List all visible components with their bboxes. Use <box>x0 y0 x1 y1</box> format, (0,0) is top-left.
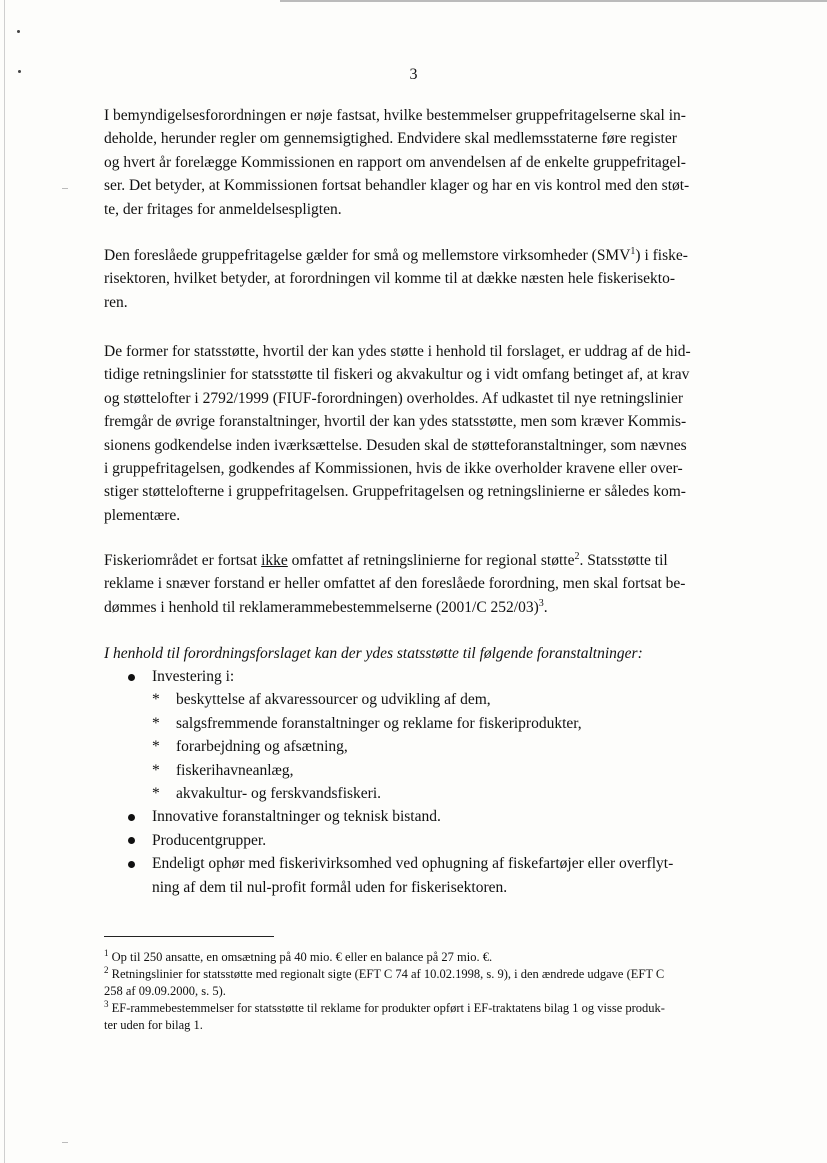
scan-mark <box>62 1142 68 1143</box>
footnote-separator <box>104 936 274 937</box>
footnote-number: 2 <box>104 965 109 975</box>
text-line: De former for statsstøtte, hvortil der kan ydes støtte i henhold til forslaget, er uddrag af de hid- <box>104 343 691 360</box>
text-line: I henhold til forordningsforslaget kan der ydes statsstøtte til følgende foranstaltninger: <box>104 645 643 662</box>
asterisk-icon: * <box>152 691 160 709</box>
text-line: tidige retningslinier for statsstøtte til fiskeri og akvakultur og i vidt omfang betinget af, at krav <box>104 366 690 384</box>
underlined-word: ikke <box>261 552 288 569</box>
text-line: sionens godkendelse inden iværksættelse. Desuden skal de støtteforanstaltninger, som nævnes <box>104 436 687 454</box>
sub-list-item: forarbejdning og afsætning, <box>176 738 348 756</box>
list-item: Producentgrupper. <box>152 831 267 849</box>
bullet-icon <box>128 674 135 681</box>
footnote-ref: 1 <box>630 246 636 257</box>
list-item: Investering i: <box>152 668 235 685</box>
sub-list-item: fiskerihavneanlæg, <box>176 761 294 779</box>
text-line <box>104 244 726 267</box>
text-line: reklame i snæver forstand er heller omfattet af den foreslåede forordning, men skal fortsat be- <box>104 575 686 593</box>
footnote-text: EF-rammebestemmelser for statsstøtte til reklame for produkter opført i EF-traktatens bilag 1 og visse produk- <box>111 1001 665 1015</box>
footnote-ref: 3 <box>538 597 544 609</box>
text-line: ren. <box>104 293 128 311</box>
footnote-number: 1 <box>104 948 109 958</box>
footnote-2-continuation: 258 af 09.09.2000, s. 5). <box>104 984 226 998</box>
paragraph-3 <box>104 340 726 527</box>
scan-left-edge <box>4 0 5 1163</box>
text-line: fremgår de øvrige foranstaltninger, hvortil der kan ydes statsstøtte, men som kræver Kommis- <box>104 413 687 431</box>
text-span: . <box>543 598 548 616</box>
text-line: te, der fritages for anmeldelsespligten. <box>104 200 342 218</box>
paragraph-2 <box>104 244 726 314</box>
footnote-3 <box>104 1000 726 1017</box>
text-line: stiger støttelofterne i gruppefritagelsen. Gruppefritagelsen og retningslinierne er således kom- <box>104 483 686 501</box>
list-item-continuation: ning af dem til nul-profit formål uden for fiskerisektoren. <box>152 878 508 896</box>
text-span: dømmes i henhold til reklamerammebestemmelserne (2001/C 252/03) <box>104 598 539 616</box>
text-span: ) i fiske- <box>635 247 688 264</box>
text-line <box>104 596 726 619</box>
list-item: Endeligt ophør med fiskerivirksomhed ved ophugning af fiskefartøjer eller overflyt- <box>152 855 674 873</box>
footnote-3-continuation: ter uden for bilag 1. <box>104 1018 203 1032</box>
text-line: plementære. <box>104 506 181 524</box>
footnote-1 <box>104 949 726 966</box>
sub-list-item: beskyttelse af akvaressourcer og udvikling af dem, <box>176 691 491 709</box>
scan-mark <box>62 188 68 189</box>
page-number: 3 <box>409 66 418 83</box>
footnotes <box>104 949 726 1034</box>
asterisk-icon: * <box>152 714 160 732</box>
list-intro <box>104 642 726 665</box>
asterisk-icon: * <box>152 738 160 756</box>
text-line <box>104 549 726 572</box>
bullet-icon <box>128 814 135 821</box>
paragraph-1 <box>104 104 726 221</box>
bullet-icon <box>128 837 135 844</box>
text-line: ser. Det betyder, at Kommissionen fortsat behandler klager og har en vis kontrol med den støt- <box>104 177 690 195</box>
text-line: I bemyndigelsesforordningen er nøje fastsat, hvilke bestemmelser gruppefritagelserne skal in- <box>104 107 686 124</box>
text-line: i gruppefritagelsen, godkendes af Kommissionen, hvis de ikke overholder kravene eller over- <box>104 459 683 477</box>
sub-list-item: salgsfremmende foranstaltninger og reklame for fiskeriprodukter, <box>176 714 582 732</box>
text-span: Fiskeriområdet er fortsat <box>104 552 262 569</box>
text-line: og støttelofter i 2792/1999 (FIUF-forordningen) overholdes. Af udkastet til nye retningslinier <box>104 389 683 407</box>
footnote-number: 3 <box>104 999 109 1009</box>
footnote-2 <box>104 966 726 983</box>
list-item: Innovative foranstaltninger og teknisk bistand. <box>152 808 441 826</box>
scan-top-edge <box>280 0 827 2</box>
footnote-text: Op til 250 ansatte, en omsætning på 40 mio. € eller en balance på 27 mio. €. <box>111 950 493 964</box>
text-line: risektoren, hvilket betyder, at forordningen vil komme til at dække næsten hele fiskerisekto- <box>104 270 676 288</box>
text-span: . Statsstøtte til <box>579 552 668 569</box>
text-span: omfattet af retningslinierne for regional støtte <box>287 552 575 569</box>
text-span: Den foreslåede gruppefritagelse gælder for små og mellemstore virksomheder (SMV <box>104 247 631 264</box>
bullet-icon <box>128 861 135 868</box>
asterisk-icon: * <box>152 785 160 802</box>
sub-list-item: akvakultur- og ferskvandsfiskeri. <box>176 785 382 802</box>
text-line: deholde, herunder regler om gennemsigtighed. Endvidere skal medlemsstaterne føre register <box>104 130 677 148</box>
footnote-ref: 2 <box>574 551 580 562</box>
paragraph-4 <box>104 549 726 619</box>
text-line: og hvert år forelægge Kommissionen en rapport om anvendelsen af de enkelte gruppefritagel- <box>104 153 686 171</box>
scan-mark <box>17 30 20 33</box>
footnote-text: Retningslinier for statsstøtte med regionalt sigte (EFT C 74 af 10.02.1998, s. 9), i den ændrede udgave (EFT C <box>111 967 665 981</box>
asterisk-icon: * <box>152 761 160 779</box>
